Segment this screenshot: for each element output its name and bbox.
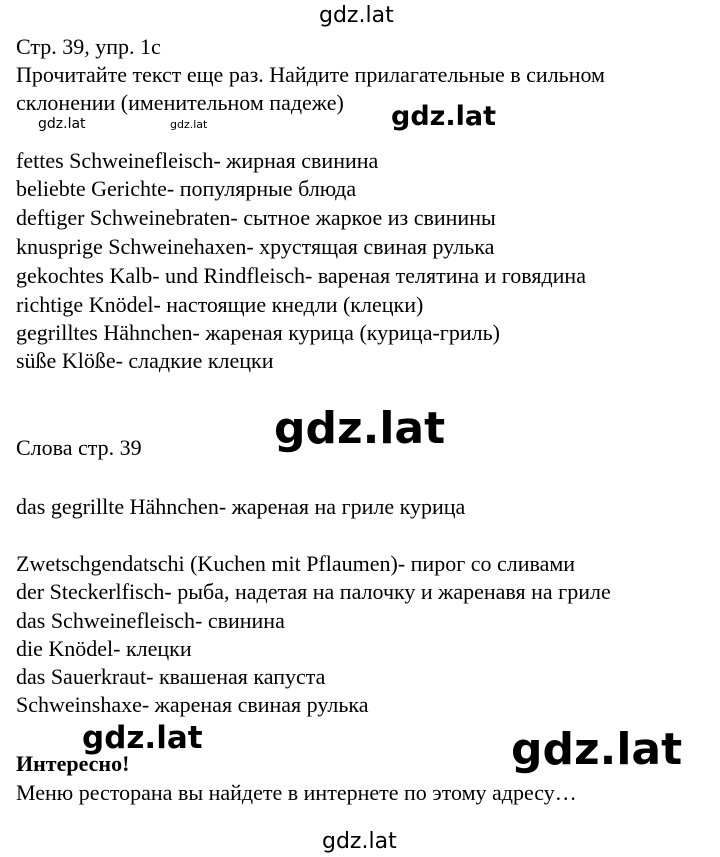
interesting-heading: Интересно!: [16, 751, 130, 776]
watermark-large: gdz.lat: [511, 724, 683, 775]
list-item: gegrilltes Hähnchen- жареная курица (курица-гриль): [16, 320, 500, 345]
list-item: gekochtes Kalb- und Rindfleisch- вареная телятина и говядина: [16, 263, 586, 288]
list-item: deftiger Schweinebraten- сытное жаркое из свинины: [16, 205, 496, 230]
watermark-top: gdz.lat: [319, 3, 394, 28]
list-item: der Steckerlfisch- рыба, надетая на палочку и жаренавя на гриле: [16, 579, 611, 604]
exercise-reference: Стр. 39, упр. 1с: [16, 34, 161, 59]
watermark-small: gdz.lat: [170, 118, 208, 131]
list-item: das gegrillte Hähnchen- жареная на гриле курица: [16, 494, 466, 519]
list-item: fettes Schweinefleisch- жирная свинина: [16, 148, 379, 173]
section-heading: Слова стр. 39: [16, 435, 142, 460]
list-item: süße Klöße- сладкие клецки: [16, 348, 274, 373]
list-item: knusprige Schweinehaxen- хрустящая свиная рулька: [16, 234, 495, 259]
watermark-small: gdz.lat: [38, 116, 86, 132]
task-instruction-line: Прочитайте текст еще раз. Найдите прилагательные в сильном: [16, 62, 605, 87]
list-item: richtige Knödel- настоящие кнедли (клецки): [16, 292, 424, 317]
watermark-center: gdz.lat: [274, 403, 446, 454]
watermark-bottom: gdz.lat: [322, 829, 397, 854]
watermark-large: gdz.lat: [391, 101, 497, 132]
list-item: das Sauerkraut- квашеная капуста: [16, 664, 326, 689]
list-item: Zwetschgendatschi (Kuchen mit Pflaumen)- пирог со сливами: [16, 551, 576, 576]
watermark-large: gdz.lat: [82, 720, 203, 756]
list-item: beliebte Gerichte- популярные блюда: [16, 176, 357, 201]
list-item: das Schweinefleisch- свинина: [16, 608, 285, 633]
task-instruction-line: склонении (именительном падеже): [16, 90, 344, 115]
list-item: Schweinshaxe- жареная свиная рулька: [16, 692, 369, 717]
interesting-text: Меню ресторана вы найдете в интернете по этому адресу…: [16, 780, 577, 805]
list-item: die Knödel- клецки: [16, 636, 192, 661]
